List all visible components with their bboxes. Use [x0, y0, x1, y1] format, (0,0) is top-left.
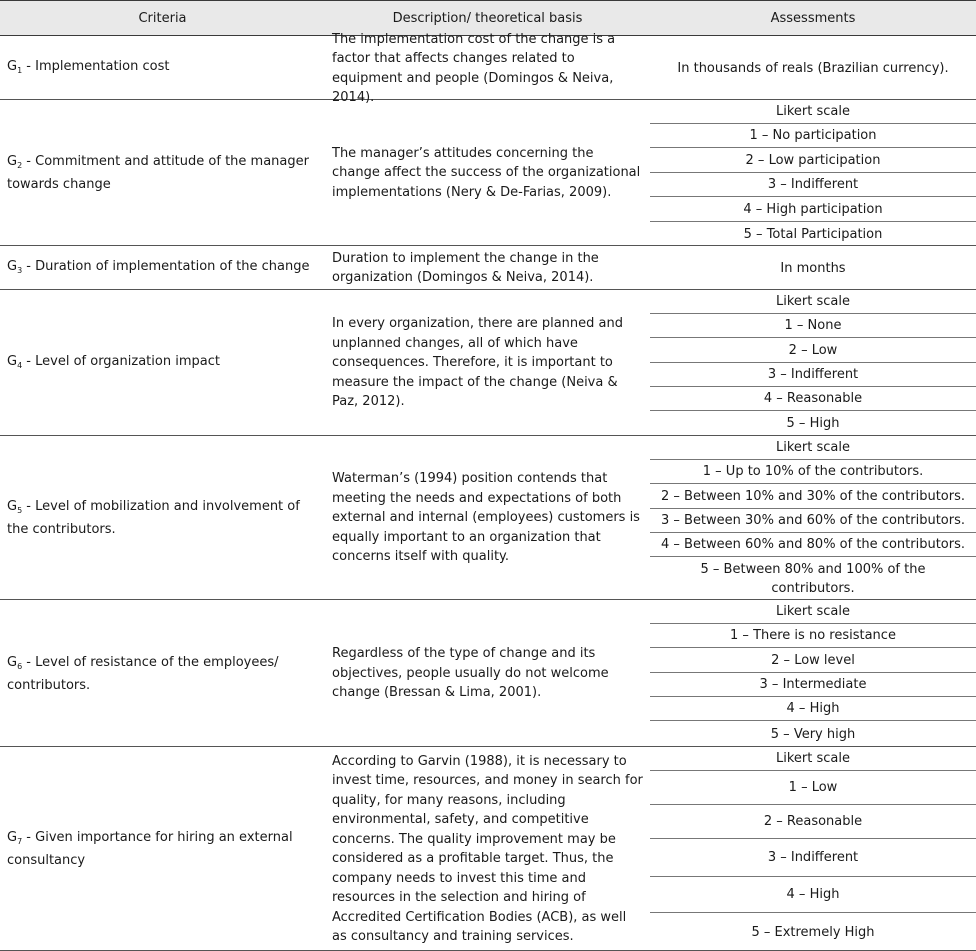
- assessment-option: 4 – High: [650, 697, 976, 721]
- assessment-option: 5 – Very high: [770, 726, 856, 742]
- assessment-option: 4 – High: [650, 877, 976, 913]
- criterion-name: - Level of mobilization and involvement of the contributors.: [7, 499, 300, 537]
- table-row: [0, 747, 976, 951]
- assessment-cell: [650, 436, 976, 600]
- assessment-cell: [650, 37, 976, 100]
- assessment-option: 2 – Between 10% and 30% of the contributors.: [650, 484, 976, 509]
- assessment-option: 4 – Between 60% and 80% of the contributors.: [650, 533, 976, 557]
- criterion-code: G: [7, 830, 18, 845]
- assessment-option: 3 – Between 30% and 60% of the contributors.: [650, 509, 976, 533]
- header-assessments: Assessments: [770, 11, 856, 26]
- assessment-scale-label: Likert scale: [650, 100, 976, 124]
- assessment-option: 1 – None: [650, 314, 976, 338]
- criterion-cell: [7, 100, 325, 246]
- description-cell: [332, 600, 644, 747]
- criterion-name: - Given importance for hiring an external consultancy: [7, 830, 293, 868]
- assessment-scale-label: Likert scale: [650, 436, 976, 460]
- criterion-name: - Level of organization impact: [22, 353, 220, 369]
- description-text: According to Garvin (1988), it is necessary to invest time, resources, and money in search for quality, for many reasons, including environmental, safety, and competitive concerns. The quality improvement may be considered as a profitable target. Thus, the company needs to invest this time and resources in the selection and hiring of Accredited Certification Bodies (ACB), as well as consultancy and training services.: [332, 753, 643, 944]
- criterion-index: 6: [17, 661, 23, 671]
- assessment-cell: [650, 747, 976, 951]
- description-text: The manager’s attitudes concerning the change affect the success of the organizational implementations (Nery & De-Farias, 2009).: [332, 145, 641, 200]
- criterion-cell: [7, 436, 325, 600]
- assessment-option: 1 – No participation: [650, 124, 976, 148]
- criterion-code: G: [7, 353, 18, 369]
- assessment-option: 4 – High participation: [650, 197, 976, 222]
- table-row: [0, 600, 976, 747]
- assessment-option: 1 – Low: [650, 771, 976, 805]
- assessment-option: 2 – Low: [650, 338, 976, 363]
- assessment-option: 2 – Low participation: [650, 148, 976, 173]
- assessment-option: 5 – High: [786, 416, 840, 431]
- criterion-code: G: [7, 154, 18, 169]
- criterion-name: - Implementation cost: [22, 59, 170, 74]
- criterion-code: G: [7, 258, 18, 274]
- criterion-code: G: [7, 499, 18, 514]
- criterion-name: - Commitment and attitude of the manager towards change: [7, 154, 309, 192]
- criterion-code: G: [7, 59, 18, 74]
- description-cell: [332, 436, 644, 600]
- assessment-option: 3 – Intermediate: [650, 673, 976, 697]
- assessment-option: 4 – Reasonable: [650, 387, 976, 411]
- assessment-cell: [650, 246, 976, 290]
- assessment-option: 3 – Indifferent: [650, 839, 976, 877]
- assessment-cell: [650, 600, 976, 747]
- table-row: [0, 436, 976, 600]
- assessment-option: In months: [780, 260, 846, 276]
- description-text: Waterman’s (1994) position contends that meeting the needs and expectations of both external and internal (employees) customers is equally important to an organization that concerns itself with quality.: [332, 471, 640, 565]
- assessment-option: 5 – Between 80% and 100% of the contributors.: [700, 561, 926, 596]
- description-cell: [332, 290, 644, 436]
- criterion-index: 3: [17, 265, 23, 275]
- assessment-option: 1 – There is no resistance: [650, 624, 976, 648]
- description-cell: [332, 246, 644, 290]
- assessment-option: 5 – Total Participation: [743, 226, 883, 242]
- assessment-scale-label: Likert scale: [650, 600, 976, 624]
- header-description: Description/ theoretical basis: [392, 11, 583, 26]
- assessment-option: 3 – Indifferent: [650, 173, 976, 197]
- description-cell: [332, 100, 644, 246]
- assessment-option: 2 – Low level: [650, 648, 976, 673]
- description-text: Duration to implement the change in the organization (Domingos & Neiva, 2014).: [332, 250, 599, 285]
- criterion-cell: [7, 600, 325, 747]
- table-row: [0, 290, 976, 436]
- criterion-cell: [7, 37, 325, 100]
- description-cell: [332, 31, 644, 105]
- criterion-index: 2: [17, 161, 23, 170]
- criterion-cell: [7, 290, 325, 436]
- description-text: The implementation cost of the change is a factor that affects changes related to equipment and people (Domingos & Neiva, 2014).: [332, 31, 616, 105]
- assessment-scale-label: Likert scale: [650, 290, 976, 314]
- assessment-option: In thousands of reals (Brazilian currency).: [677, 61, 949, 76]
- assessment-cell: [650, 290, 976, 436]
- criterion-cell: [7, 747, 325, 951]
- criterion-name: - Level of resistance of the employees/ contributors.: [7, 654, 279, 693]
- description-cell: [332, 747, 644, 951]
- assessment-cell: [650, 100, 976, 246]
- criterion-index: 1: [17, 66, 23, 75]
- assessment-option: 5 – Extremely High: [751, 924, 875, 940]
- assessment-scale-label: Likert scale: [650, 747, 976, 771]
- criterion-cell: [7, 246, 325, 290]
- assessment-option: 3 – Indifferent: [650, 363, 976, 387]
- table-row: [0, 246, 976, 290]
- table-row: [0, 100, 976, 246]
- criterion-index: 4: [17, 360, 23, 370]
- criterion-name: - Duration of implementation of the change: [22, 258, 310, 274]
- criterion-index: 7: [17, 837, 23, 846]
- assessment-option: 1 – Up to 10% of the contributors.: [650, 460, 976, 484]
- description-text: Regardless of the type of change and its objectives, people usually do not welcome change (Bressan & Lima, 2001).: [332, 646, 609, 701]
- criterion-code: G: [7, 654, 18, 670]
- header-criteria: Criteria: [138, 11, 187, 26]
- table-row: [0, 31, 976, 105]
- assessment-option: 2 – Reasonable: [650, 805, 976, 839]
- description-text: In every organization, there are planned and unplanned changes, all of which have consequences. Therefore, it is important to measure the impact of the change (Neiva & Paz, 2012).: [332, 316, 623, 410]
- criterion-index: 5: [17, 506, 23, 515]
